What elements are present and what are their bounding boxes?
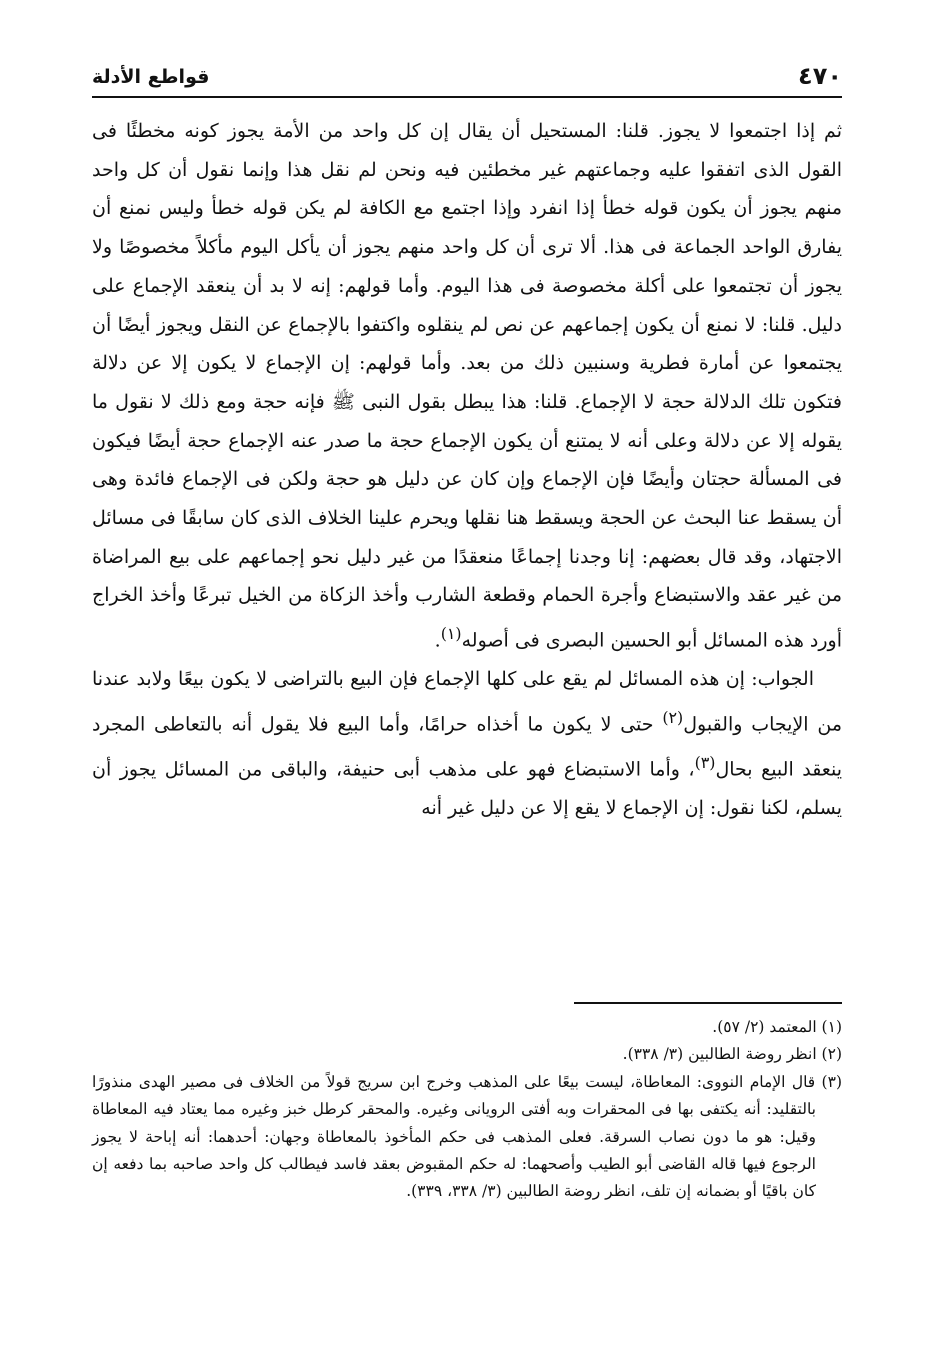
footnote: (٣) قال الإمام النووى: المعاطاة، ليست بيعًا على المذهب وخرج ابن سريج قولاً من الخلاف فى مصير الهدى منذورًا بالتقليد: أنه يكتفى بها فى المحقرات وبه أفتى الرويانى وغيره. والمحقر كرطل خبز وغيره مما يعتاد فيه المعاطاة وقيل: هو ما دون نصاب السرقة. فعلى المذهب فى حكم المأخوذ بالمعاطاة وجهان: أحدهما: أنه إباحة لا يجوز الرجوع فيها قاله القاضى أبو الطيب وأصحهما: له حكم المقبوض بعقد فاسد فيطالب كل واحد صاحبه بما دفعه إن كان باقيًا أو بضمانه إن تلف، انظر روضة الطالبين (٣/ ٣٣٨، ٣٣٩). bbox=[92, 1072, 842, 1201]
paragraph-text: ، وأما الاستبضاع فهو على مذهب أبى حنيفة، والباقى من المسائل يجوز أن يسلم، لكنا نقول: إن الإجماع لا يقع إلا عن دليل غير أنه bbox=[92, 758, 842, 819]
page-number: ٤٧٠ bbox=[798, 62, 842, 90]
main-text bbox=[92, 112, 842, 828]
body-paragraph bbox=[92, 660, 842, 827]
paragraph-text: ثم إذا اجتمعوا لا يجوز. قلنا: المستحيل أن يقال إن كل واحد من الأمة يجوز كونه مخطئًا فى القول الذى اتفقوا عليه وجماعتهم غير مخطئين فيه ونحن لم نقل هذا وإنما نقول أن كل واحد منهم يجوز أن يكون قوله خطأ إذا انفرد وإذا اجتمع مع الكافة لم يكن قوله خطأ وليس نمنع أن يفارق الواحد الجماعة فى هذا. ألا ترى أن كل واحد منهم يجوز أن يأكل اليوم مأكلاً مخصوصًا ولا يجوز أن تجتمعوا على أكلة مخصوصة فى هذا اليوم. وأما قولهم: إنه لا بد أن ينعقد الإجماع على دليل. قلنا: لا نمنع أن يكون إجماعهم عن نص لم ينقلوه واكتفوا بالإجماع عن النقل ويجوز أيضًا أن يجتمعوا عن أمارة فطرية وسنبين ذلك من بعد. وأما قولهم: إن الإجماع لا يكون إلا عن دلالة فتكون تلك الدلالة حجة لا الإجماع. قلنا: هذا يبطل بقول النبى ﷺ فإنه حجة ومع ذلك لا نقول ما يقوله إلا عن دلالة وعلى أنه لا يمتنع أن يكون الإجماع حجة ما صدر عنه الإجماع حجة أيضًا فيكون فى المسألة حجتان وأيضًا فإن الإجماع وإن كان عن دليل هو حجة ولكن فى الإجماع فائدة وهى أن يسقط عنا البحث عن الحجة ويسقط هنا نقلها ويحرم علينا الخلاف الذى كان سابقًا فى مسائل الاجتهاد، وقد قال بعضهم: إنا وجدنا إجماعًا منعقدًا من غير دليل نحو إجماعهم على بيع المراضاة من غير عقد والاستبضاع وأجرة الحمام وقطعة الشارب وأخذ الزكاة من الخيل تبرعًا وأخذ الخراج أورد هذه المسائل أبو الحسين البصرى فى أصوله bbox=[92, 120, 842, 652]
footnote-reference: (٣) bbox=[694, 752, 716, 772]
footnotes bbox=[92, 1014, 842, 1206]
body-paragraph bbox=[92, 112, 842, 660]
paragraph-text: حتى لا يكون ما أخذاه حرامًا، وأما البيع فلا يقول أنه بالتعاطى المجرد ينعقد البيع بحال bbox=[92, 713, 842, 781]
footnote: (١) المعتمد (٢/ ٥٧). bbox=[712, 1018, 842, 1036]
paragraph-end: . bbox=[434, 629, 441, 652]
footnote-reference: (١) bbox=[440, 624, 462, 644]
running-header bbox=[92, 60, 842, 98]
book-title: قواطع الأدلة bbox=[92, 66, 210, 88]
paragraph-text: الجواب: إن هذه المسائل لم يقع على كلها الإجماع فإن البيع بالتراضى لا يكون بيعًا ولابد عندنا من الإيجاب والقبول bbox=[92, 668, 842, 736]
footnote: (٢) انظر روضة الطالبين (٣/ ٣٣٨). bbox=[622, 1045, 842, 1064]
footnote-divider bbox=[574, 1002, 842, 1004]
footnote-reference: (٢) bbox=[662, 707, 684, 727]
